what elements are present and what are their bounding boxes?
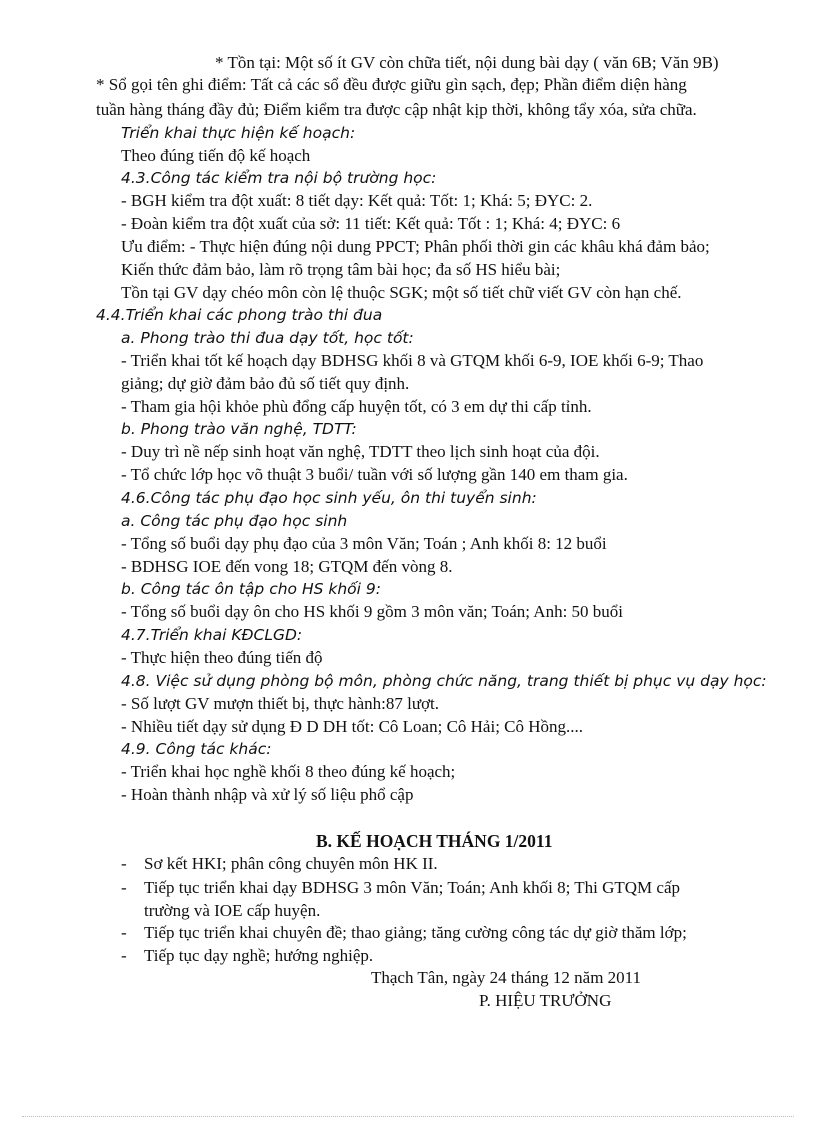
ton-tai-line: * Tồn tại: Một số ít GV còn chữa tiết, nội dung bài dạy ( văn 6B; Văn 9B) [215,53,719,72]
phong-trao-a-item1-line2: giảng; dự giờ đảm bảo đủ số tiết quy định. [121,374,410,393]
phong-trao-a-item1-line1: - Triển khai tốt kế hoạch dạy BDHSG khối 8 và GTQM khối 6-9, IOE khối 6-9; Thao [121,351,704,370]
plan-item-3: Tiếp tục triển khai chuyên đề; thao giảng; tăng cường công tác dự giờ thăm lớp; [144,923,687,942]
phu-dao-a-item1: - Tổng số buổi dạy phụ đạo của 3 môn Văn; Toán ; Anh khối 8: 12 buổi [121,534,607,553]
phong-trao-heading: 4.4.Triển khai các phong trào thi đua [96,306,383,324]
doan-line: - Đoàn kiểm tra đột xuất của sở: 11 tiết: Kết quả: Tốt : 1; Khá: 4; ĐYC: 6 [121,214,621,233]
plan-item-4: Tiếp tục dạy nghề; hướng nghiệp. [144,946,374,965]
signature-place-date: Thạch Tân, ngày 24 tháng 12 năm 2011 [371,968,642,987]
phu-dao-heading: 4.6.Công tác phụ đạo học sinh yếu, ôn thi tuyển sinh: [121,489,537,507]
kdcl-item: - Thực hiện theo đúng tiến độ [121,648,323,667]
cong-tac-khac-item1: - Triển khai học nghề khối 8 theo đúng kế hoạch; [121,762,456,781]
plan-item-1: Sơ kết HKI; phân công chuyên môn HK II. [144,854,438,873]
phu-dao-b-item1: - Tổng số buổi dạy ôn cho HS khối 9 gồm 3 môn văn; Toán; Anh: 50 buổi [121,602,624,621]
phong-trao-a-heading: a. Phong trào thi đua dạy tốt, học tốt: [121,329,414,347]
ton-tai-gv-line: Tồn tại GV dạy chéo môn còn lệ thuộc SGK; một số tiết chữ viết GV còn hạn chế. [121,283,682,302]
phong-bo-mon-item1: - Số lượt GV mượn thiết bị, thực hành:87 lượt. [121,694,440,713]
bgh-line: - BGH kiểm tra đột xuất: 8 tiết dạy: Kết quả: Tốt: 1; Khá: 5; ĐYC: 2. [121,191,593,210]
phong-bo-mon-heading: 4.8. Việc sử dụng phòng bộ môn, phòng chức năng, trang thiết bị phục vụ dạy học: [121,672,767,690]
plan-item-2-cont: trường và IOE cấp huyện. [144,901,321,920]
plan-bullet: - [121,946,127,965]
phu-dao-a-heading: a. Công tác phụ đạo học sinh [121,512,348,530]
phong-trao-a-item2: - Tham gia hội khỏe phù đổng cấp huyện tốt, có 3 em dự thi cấp tỉnh. [121,397,592,416]
plan-item-2: Tiếp tục triển khai dạy BDHSG 3 môn Văn; Toán; Anh khối 8; Thi GTQM cấp [144,878,681,897]
cong-tac-khac-item2: - Hoàn thành nhập và xử lý số liệu phổ cập [121,785,414,804]
plan-bullet: - [121,878,127,897]
so-goi-ten-line-2: tuần hàng tháng đầy đủ; Điểm kiểm tra được cập nhật kịp thời, không tẩy xóa, sửa chữa. [96,100,697,119]
phu-dao-b-heading: b. Công tác ôn tập cho HS khối 9: [121,580,381,598]
ke-hoach-title: B. KẾ HOẠCH THÁNG 1/2011 [316,831,553,851]
plan-bullet: - [121,923,127,942]
phong-bo-mon-item2: - Nhiều tiết dạy sử dụng Đ D DH tốt: Cô Loan; Cô Hải; Cô Hồng.... [121,717,584,736]
kiem-tra-heading: 4.3.Công tác kiểm tra nội bộ trường học: [121,169,437,187]
kdcl-heading: 4.7.Triển khai KĐCLGD: [121,626,303,644]
phu-dao-a-item2: - BDHSG IOE đến vong 18; GTQM đến vòng 8. [121,557,453,576]
page-bottom-rule [22,1116,794,1117]
trien-khai-text: Theo đúng tiến độ kế hoạch [121,146,311,165]
phong-trao-b-heading: b. Phong trào văn nghệ, TDTT: [121,420,357,438]
phong-trao-b-item1: - Duy trì nề nếp sinh hoạt văn nghệ, TDTT theo lịch sinh hoạt của đội. [121,442,600,461]
plan-bullet: - [121,854,127,873]
signature-role: P. HIỆU TRƯỞNG [479,991,612,1010]
so-goi-ten-line-1: * Sổ gọi tên ghi điểm: Tất cả các sổ đều được giữu gìn sạch, đẹp; Phần điểm diện hàng [96,75,687,94]
uu-diem-line-1: Ưu điểm: - Thực hiện đúng nội dung PPCT; Phân phối thời gin các khâu khá đảm bảo; [121,237,710,256]
uu-diem-line-2: Kiến thức đảm bảo, làm rõ trọng tâm bài học; đa số HS hiểu bài; [121,260,561,279]
trien-khai-heading: Triển khai thực hiện kế hoạch: [121,124,356,142]
phong-trao-b-item2: - Tổ chức lớp học võ thuật 3 buổi/ tuần với số lượng gần 140 em tham gia. [121,465,628,484]
cong-tac-khac-heading: 4.9. Công tác khác: [121,740,272,758]
